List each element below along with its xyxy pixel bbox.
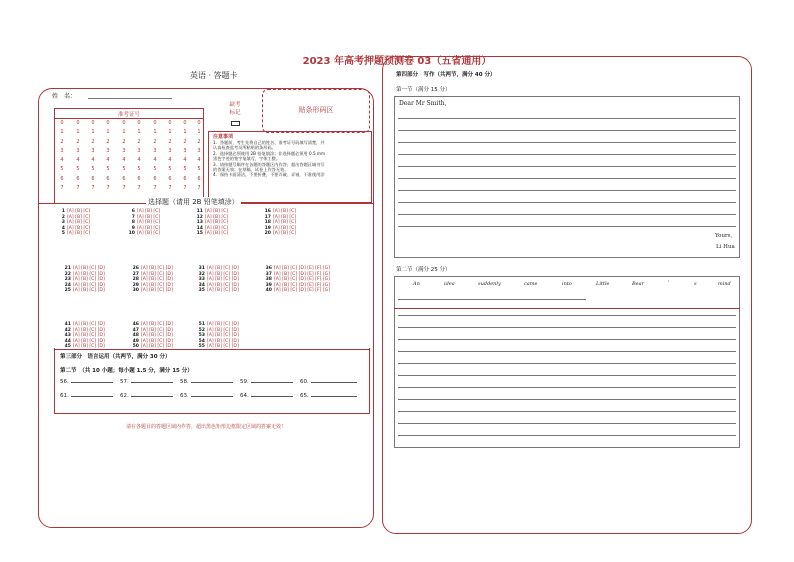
question-group-2-col-2[interactable]: 26 [A] [B] [C] [D] 27 [A] [B] [C] [D] 28 [A] [B] [C] [D] 29 [A] [B] [C] [D] 30 [A] [B] [C] [D] xyxy=(132,266,173,293)
blank-59[interactable]: 59. xyxy=(240,379,293,385)
blank-60[interactable]: 60. xyxy=(300,379,357,385)
blank-63[interactable]: 63. xyxy=(180,393,233,399)
letter-signature: Li Hua xyxy=(716,244,735,250)
question-group-1-col-1[interactable]: 1 [A] [B] [C] 2 [A] [B] [C] 3 [A] [B] [C] 4 [A] [B] [C] 5 [A] [B] [C] xyxy=(61,209,91,236)
barcode-label: 贴条形码区 xyxy=(298,106,334,114)
blank-56[interactable]: 56. xyxy=(60,379,113,385)
part4-section2-title: 第二节（满分 25 分） xyxy=(396,267,451,273)
blank-57[interactable]: 57. xyxy=(120,379,173,385)
question-group-3-col-1[interactable]: 41 [A] [B] [C] [D] 42 [A] [B] [C] [D] 43 [A] [B] [C] [D] 44 [A] [B] [C] [D] 45 [A] [B] [C] [D] xyxy=(64,322,105,349)
writing-box-1[interactable] xyxy=(394,96,740,258)
letter-greeting: Dear Mr Smith, xyxy=(399,100,447,107)
blank-58[interactable]: 58. xyxy=(180,379,233,385)
sheet-title: 英语 · 答题卡 xyxy=(190,71,238,80)
letter-close: Yours, xyxy=(715,233,733,239)
question-group-1-col-4[interactable]: 16 [A] [B] [C] 17 [A] [B] [C] 18 [A] [B] [C] 19 [A] [B] [C] 20 [A] [B] [C] xyxy=(264,209,297,236)
question-group-1-col-3[interactable]: 11 [A] [B] [C] 12 [A] [B] [C] 13 [A] [B] [C] 14 [A] [B] [C] 15 [A] [B] [C] xyxy=(196,209,229,236)
question-group-2-col-4[interactable]: 36 [A] [B] [C] [D] [E] [F] [G] 37 [A] [B] [C] [D] [E] [F] [G] 38 [A] [B] [C] [D] [E] [F] [G] 39 [A] [B] [C] [D] [E] [F] [G] 40 [A] [B] [C] [D] [E] [F] [G] xyxy=(265,266,330,293)
absent-mark-checkbox[interactable] xyxy=(231,121,240,126)
name-field[interactable] xyxy=(88,98,172,99)
blank-64[interactable]: 64. xyxy=(240,393,293,399)
blank-65[interactable]: 65. xyxy=(300,393,357,399)
question-group-2-col-3[interactable]: 31 [A] [B] [C] [D] 32 [A] [B] [C] [D] 33 [A] [B] [C] [D] 34 [A] [B] [C] [D] 35 [A] [B] [C] [D] xyxy=(198,266,239,293)
part4-section1-title: 第一节（满分 15 分） xyxy=(396,87,451,93)
question-group-2-col-1[interactable]: 21 [A] [B] [C] [D] 22 [A] [B] [C] [D] 23 [A] [B] [C] [D] 24 [A] [B] [C] [D] 25 [A] [B] [C] [D] xyxy=(64,266,105,293)
notes-title: 注意事项 xyxy=(213,134,234,140)
question-group-1-col-2[interactable]: 6 [A] [B] [C] 7 [A] [B] [C] 8 [A] [B] [C] 9 [A] [B] [C] 10 [A] [B] [C] xyxy=(128,209,161,236)
name-label: 姓 名： xyxy=(52,93,77,100)
question-group-3-col-3[interactable]: 51 [A] [B] [C] [D] 52 [A] [B] [C] [D] 53 [A] [B] [C] [D] 54 [A] [B] [C] [D] 55 [A] [B] [C] [D] xyxy=(198,322,239,349)
part3-section2-title: 第二节 （共 10 小题；每小题 1.5 分，满分 15 分） xyxy=(60,368,193,374)
notes-text: 1．答题前，考生先将自己的姓名、准考证号码填写清楚，并 认真检查监考员所粘贴的条形码。 2．选择题必须使用 2B 铅笔填涂；非选择题必须用 0.5 mm 黑色字迹的签字笔填写，字体工整。 3．请按题号顺序在各题的答题区内作答，超出答题区域书写 的答案无效；在草稿、试卷上作答无效。 4．保持卡面清洁，不要折叠，不要弄破、弄皱，不准使用涂 xyxy=(213,140,326,178)
absent-mark-label: 缺考 标记 xyxy=(229,102,241,116)
blank-61[interactable]: 61. xyxy=(60,393,113,399)
blank-62[interactable]: 62. xyxy=(120,393,173,399)
footer-warning: 请在各题目的答题区域内作答，超出黑色矩形边框限定区域的答案无效！ xyxy=(125,424,286,430)
part4-title: 第四部分 写作（共两节，满分 40 分） xyxy=(396,72,496,78)
page-title: 2023 年高考押题预测卷 03（五省通用） xyxy=(302,56,492,67)
part3-title: 第三部分 语言运用（共两节，满分 30 分） xyxy=(60,354,171,360)
question-group-3-col-2[interactable]: 46 [A] [B] [C] [D] 47 [A] [B] [C] [D] 48 [A] [B] [C] [D] 49 [A] [B] [C] [D] 50 [A] [B] [C] [D] xyxy=(132,322,173,349)
student-id-digit-grid[interactable]: 0 1 2 3 4 5 6 7 0 1 2 3 4 5 6 7 0 1 2 3 4 5 6 7 0 1 2 3 4 5 6 7 0 1 2 3 4 5 6 7 0 1 2 3 4 5 6 7 0 1 2 3 4 5 6 7 0 1 2 3 4 5 6 7 0 1 2 3 4 5 6 7 0 1 2 3 4 5 6 7 xyxy=(60,120,201,192)
part3-box xyxy=(54,348,370,414)
choice-title: 选择题（请用 2B 铅笔填涂） xyxy=(148,198,239,206)
student-id-label: 准考证号 xyxy=(117,112,140,118)
